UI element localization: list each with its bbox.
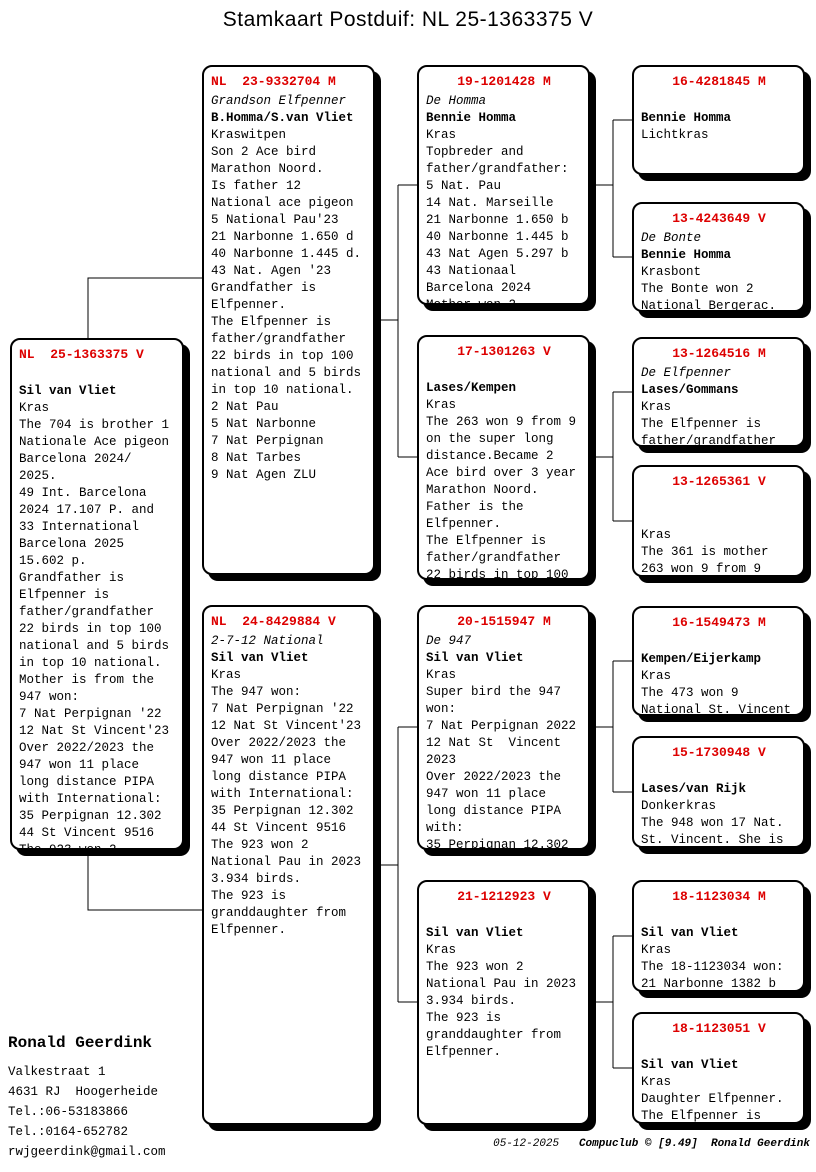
pedigree-box-dam bbox=[202, 605, 375, 1125]
pedigree-text-line: The 923 is bbox=[211, 889, 287, 903]
pedigree-text-line: Kras bbox=[426, 943, 457, 957]
ring-number: 13-1264516 M bbox=[672, 346, 766, 361]
pedigree-text-line: father/grandfather: bbox=[426, 162, 569, 176]
pedigree-text-line: The 263 won 9 from 9 bbox=[426, 415, 577, 429]
pedigree-text-line: The 923 is bbox=[426, 1011, 502, 1025]
ring-number: 21-1212923 V bbox=[457, 889, 551, 904]
pedigree-text-line: Elfpenner. bbox=[211, 923, 287, 937]
pedigree-box-sire-dam bbox=[417, 335, 590, 580]
ring-number: NL 25-1363375 V bbox=[19, 347, 144, 362]
pedigree-text-line: Kras bbox=[426, 128, 457, 142]
pedigree-text-line: The 947 won: bbox=[211, 685, 302, 699]
pedigree-text-line: Lases/Kempen bbox=[426, 381, 517, 395]
pedigree-text-line: Son 2 Ace bird bbox=[211, 145, 317, 159]
pedigree-text-line: 5 National Pau'23 bbox=[211, 213, 339, 227]
pedigree-box-dam-sire-dam bbox=[632, 736, 805, 848]
page-title: Stamkaart Postduif: NL 25-1363375 V bbox=[222, 8, 594, 31]
pedigree-text-line: 35 Perpignan 12.302 bbox=[211, 804, 354, 818]
pedigree-text-line: St. Vincent. She is bbox=[641, 833, 784, 847]
pedigree-text-line: National Pau in 2023 bbox=[426, 977, 577, 991]
pedigree-box-dam-sire bbox=[417, 605, 590, 850]
pedigree-text-line: 12 Nat St Vincent bbox=[426, 736, 562, 750]
ring-number: 18-1123034 M bbox=[672, 889, 766, 904]
pedigree-text-line: The Elfpenner is bbox=[641, 417, 762, 431]
owner-block bbox=[8, 1032, 166, 1162]
pedigree-text-line: Super bird the 947 bbox=[426, 685, 562, 699]
pedigree-text-line: 33 International bbox=[19, 520, 140, 534]
pedigree-text-line: Bennie Homma bbox=[641, 248, 732, 262]
pedigree-text-line: 35 Perpignan 12.302 bbox=[19, 809, 162, 823]
footer-gap1 bbox=[559, 1138, 579, 1150]
pedigree-text-line: National Bergerac. bbox=[641, 299, 777, 313]
pedigree-text-line: 21 Narbonne 1.650 b bbox=[426, 213, 569, 227]
pedigree-text-line: 5 Nat Narbonne bbox=[211, 417, 317, 431]
pedigree-text-line: De Homma bbox=[426, 94, 487, 108]
pedigree-text-line: The Elfpenner is bbox=[211, 315, 332, 329]
pedigree-text-line: De 947 bbox=[426, 634, 472, 648]
pedigree-text-line: Daughter Elfpenner. bbox=[641, 1092, 784, 1106]
pedigree-text-line: The 473 won 9 bbox=[641, 686, 739, 700]
pedigree-text-line: 43 Nat. Agen '23 bbox=[211, 264, 332, 278]
pedigree-text-line: father/grandfather bbox=[426, 551, 562, 565]
pedigree-text-line: The 361 is mother bbox=[641, 545, 769, 559]
pedigree-text-line: Mother won 2 bbox=[426, 298, 517, 312]
pedigree-text-line: 44 St Vincent 9516 bbox=[211, 821, 347, 835]
pedigree-text-line: The Elfpenner is bbox=[641, 1109, 762, 1123]
pedigree-text-line: Kras bbox=[641, 669, 672, 683]
owner-email: rwjgeerdink@gmail.com bbox=[8, 1145, 166, 1159]
pedigree-text-line: granddaughter from bbox=[211, 906, 347, 920]
pedigree-blank-line bbox=[641, 493, 797, 510]
pedigree-text-line: Over 2022/2023 the bbox=[211, 736, 347, 750]
pedigree-text-line: 7 Nat Perpignan bbox=[211, 434, 324, 448]
pedigree-text-line: 44 St Vincent 9516 bbox=[19, 826, 155, 840]
pedigree-text-line: National St. Vincent bbox=[641, 703, 792, 717]
pedigree-text-line: 15.602 p. bbox=[19, 554, 87, 568]
pedigree-box-subject bbox=[10, 338, 184, 857]
pedigree-blank-line bbox=[641, 764, 797, 781]
pedigree-text-line: 35 Perpignan 12.302 bbox=[426, 838, 569, 852]
pedigree-text-line: Grandfather is bbox=[211, 281, 317, 295]
pedigree-text-line: Kempen/Eijerkamp bbox=[641, 652, 762, 666]
pedigree-text-line: national and 5 birds bbox=[19, 639, 170, 653]
pedigree-text-line: Barcelona 2024/ bbox=[19, 452, 132, 466]
pedigree-text-line: 7 Nat Perpignan '22 bbox=[19, 707, 162, 721]
pedigree-box-dam-dam-dam bbox=[632, 1012, 805, 1124]
pedigree-text-line: 9 Nat Agen ZLU bbox=[211, 468, 317, 482]
pedigree-text-line: Elfpenner. bbox=[426, 1045, 502, 1059]
pedigree-text-line: The Elfpenner is bbox=[426, 534, 547, 548]
ring-number: 19-1201428 M bbox=[457, 74, 551, 89]
pedigree-text-line: The 923 won 2 bbox=[426, 960, 524, 974]
pedigree-text-line: 12 Nat St Vincent'23 bbox=[211, 719, 362, 733]
pedigree-text-line: in top 10 national. bbox=[19, 656, 162, 670]
pedigree-text-line: Sil van Vliet bbox=[641, 1058, 739, 1072]
pedigree-text-line: Kras bbox=[641, 400, 672, 414]
ring-number: 13-1265361 V bbox=[672, 474, 766, 489]
pedigree-text-line: Mother is from the bbox=[19, 673, 155, 687]
pedigree-text-line: Kras bbox=[641, 528, 672, 542]
pedigree-text-line: Kras bbox=[211, 668, 242, 682]
pedigree-text-line: 21 Narbonne 1.650 d bbox=[211, 230, 354, 244]
pedigree-text-line: Kras bbox=[426, 668, 457, 682]
pedigree-text-line: Ace bird over 3 year bbox=[426, 466, 577, 480]
pedigree-box-dam-sire-sire bbox=[632, 606, 805, 716]
pedigree-text-line: with International: bbox=[211, 787, 354, 801]
pedigree-text-line: 22 birds in top 100 bbox=[211, 349, 354, 363]
pedigree-text-line: 5 Nat. Pau bbox=[426, 179, 502, 193]
pedigree-text-line: national and 5 birds bbox=[211, 366, 362, 380]
pedigree-text-line: 2025. bbox=[19, 469, 57, 483]
pedigree-text-line: distance.Became 2 bbox=[426, 449, 554, 463]
pedigree-box-sire-dam-dam bbox=[632, 465, 805, 577]
pedigree-blank-line bbox=[426, 908, 582, 925]
pedigree-text-line: 12 Nat St Vincent'23 bbox=[19, 724, 170, 738]
pedigree-text-line: 43 Nat Agen 5.297 b bbox=[426, 247, 569, 261]
pedigree-text-line: Sil van Vliet bbox=[211, 651, 309, 665]
pedigree-text-line: 22 birds in top 100 bbox=[426, 568, 569, 582]
pedigree-text-line: 263 won 9 from 9 bbox=[641, 562, 762, 576]
owner-address-line1: Valkestraat 1 bbox=[8, 1065, 106, 1079]
pedigree-text-line: De Elfpenner bbox=[641, 366, 732, 380]
pedigree-text-line: 8 Nat Tarbes bbox=[211, 451, 302, 465]
print-date: 05-12-2025 bbox=[493, 1138, 560, 1150]
pedigree-text-line: Sil van Vliet bbox=[426, 651, 524, 665]
pedigree-box-sire bbox=[202, 65, 375, 575]
pedigree-text-line: The 923 won 2 bbox=[19, 843, 117, 857]
pedigree-text-line: 2 Nat Pau bbox=[211, 400, 279, 414]
pedigree-text-line: Over 2022/2023 the bbox=[19, 741, 155, 755]
pedigree-text-line: Over 2022/2023 the bbox=[426, 770, 562, 784]
pedigree-text-line: 2023 bbox=[426, 753, 457, 767]
pedigree-text-line: De Bonte bbox=[641, 231, 702, 245]
pedigree-text-line: in top 10 national. bbox=[211, 383, 354, 397]
pedigree-text-line: The 704 is brother 1 bbox=[19, 418, 170, 432]
pedigree-text-line: Kras bbox=[426, 398, 457, 412]
pedigree-text-line: Donkerkras bbox=[641, 799, 717, 813]
pedigree-text-line: Elfpenner is bbox=[19, 588, 110, 602]
pedigree-text-line: Grandfather is bbox=[19, 571, 125, 585]
pedigree-text-line: 22 birds in top 100 bbox=[19, 622, 162, 636]
ring-number: NL 24-8429884 V bbox=[211, 614, 336, 629]
owner-address-line2: 4631 RJ Hoogerheide bbox=[8, 1085, 159, 1099]
ring-number: NL 23-9332704 M bbox=[211, 74, 336, 89]
pedigree-text-line: Grandson Elfpenner bbox=[211, 94, 347, 108]
pedigree-blank-line bbox=[641, 1040, 797, 1057]
pedigree-box-sire-sire-sire bbox=[632, 65, 805, 175]
pedigree-text-line: 43 Nationaal bbox=[426, 264, 517, 278]
pedigree-text-line: The 923 won 2 bbox=[211, 838, 309, 852]
pedigree-text-line: Lases/van Rijk bbox=[641, 782, 747, 796]
pedigree-text-line: Barcelona 2024 bbox=[426, 281, 532, 295]
ring-number: 16-4281845 M bbox=[672, 74, 766, 89]
pedigree-box-sire-sire-dam bbox=[632, 202, 805, 312]
pedigree-text-line: Barcelona 2025 bbox=[19, 537, 125, 551]
pedigree-text-line: The 948 won 17 Nat. bbox=[641, 816, 784, 830]
pedigree-text-line: granddaughter from bbox=[426, 1028, 562, 1042]
pedigree-text-line: Kras bbox=[641, 943, 672, 957]
pedigree-blank-line bbox=[641, 93, 797, 110]
pedigree-text-line: father/grandfather bbox=[19, 605, 155, 619]
pedigree-text-line: with International: bbox=[19, 792, 162, 806]
pedigree-text-line: Elfpenner. bbox=[426, 517, 502, 531]
pedigree-text-line: Kraswitpen bbox=[211, 128, 287, 142]
pedigree-text-line: B.Homma/S.van Vliet bbox=[211, 111, 354, 125]
pedigree-text-line: Elfpenner. bbox=[211, 298, 287, 312]
pedigree-text-line: The Bonte won 2 bbox=[641, 282, 754, 296]
pedigree-text-line: Bennie Homma bbox=[426, 111, 517, 125]
pedigree-text-line: The 18-1123034 won: bbox=[641, 960, 784, 974]
owner-phone2: Tel.:0164-652782 bbox=[8, 1125, 129, 1139]
pedigree-text-line: father/grandfather bbox=[641, 434, 777, 448]
ring-number: 18-1123051 V bbox=[672, 1021, 766, 1036]
pedigree-text-line: 7 Nat Perpignan 2022 bbox=[426, 719, 577, 733]
ring-number: 17-1301263 V bbox=[457, 344, 551, 359]
print-program: Compuclub © [9.49] bbox=[578, 1138, 698, 1150]
pedigree-text-line: Lases/Gommans bbox=[641, 383, 739, 397]
pedigree-text-line: with: bbox=[426, 821, 464, 835]
print-footer bbox=[493, 1138, 810, 1150]
pedigree-text-line: Bennie Homma bbox=[641, 111, 732, 125]
pedigree-blank-line bbox=[641, 908, 797, 925]
pedigree-text-line: 21 Narbonne 1382 b bbox=[641, 977, 777, 991]
pedigree-text-line: Krasbont bbox=[641, 265, 702, 279]
pedigree-text-line: Kras bbox=[19, 401, 50, 415]
pedigree-text-line: Sil van Vliet bbox=[641, 926, 739, 940]
pedigree-text-line: 2024 17.107 P. and bbox=[19, 503, 155, 517]
pedigree-text-line: 2-7-12 National bbox=[211, 634, 324, 648]
pedigree-text-line: Nationale Ace pigeon bbox=[19, 435, 170, 449]
pedigree-text-line: National ace pigeon bbox=[211, 196, 354, 210]
pedigree-text-line: 947 won 11 place bbox=[211, 753, 332, 767]
owner-phone1: Tel.:06-53183866 bbox=[8, 1105, 129, 1119]
ring-number: 16-1549473 M bbox=[672, 615, 766, 630]
pedigree-text-line: 14 Nat. Marseille bbox=[426, 196, 554, 210]
pedigree-box-sire-dam-sire bbox=[632, 337, 805, 447]
pedigree-text-line: Kras bbox=[641, 1075, 672, 1089]
pedigree-text-line: 40 Narbonne 1.445 d. bbox=[211, 247, 362, 261]
pedigree-blank-line bbox=[426, 363, 582, 380]
pedigree-blank-line bbox=[641, 510, 797, 527]
ring-number: 13-4243649 V bbox=[672, 211, 766, 226]
pedigree-text-line: National Pau in 2023 bbox=[211, 855, 362, 869]
pedigree-text-line: Sil van Vliet bbox=[19, 384, 117, 398]
pedigree-box-sire-sire bbox=[417, 65, 590, 312]
pedigree-text-line: 947 won: bbox=[19, 690, 80, 704]
ring-number: 15-1730948 V bbox=[672, 745, 766, 760]
pedigree-text-line: long distance PIPA bbox=[426, 804, 562, 818]
pedigree-text-line: Father is the bbox=[426, 500, 524, 514]
pedigree-text-line: father/grandfather bbox=[211, 332, 347, 346]
pedigree-text-line: 3.934 birds. bbox=[426, 994, 517, 1008]
pedigree-blank-line bbox=[641, 634, 797, 651]
pedigree-text-line: 947 won 11 place bbox=[426, 787, 547, 801]
pedigree-text-line: 40 Narbonne 1.445 b bbox=[426, 230, 569, 244]
pedigree-text-line: Sil van Vliet bbox=[426, 926, 524, 940]
pedigree-text-line: Marathon Noord. bbox=[211, 162, 324, 176]
pedigree-text-line: Topbreder and bbox=[426, 145, 524, 159]
footer-gap2 bbox=[698, 1138, 711, 1150]
pedigree-text-line: long distance PIPA bbox=[19, 775, 155, 789]
pedigree-box-dam-dam bbox=[417, 880, 590, 1125]
pedigree-text-line: Marathon Noord. bbox=[426, 483, 539, 497]
print-author: Ronald Geerdink bbox=[710, 1138, 810, 1150]
pedigree-text-line: Is father 12 bbox=[211, 179, 302, 193]
pedigree-box-dam-dam-sire bbox=[632, 880, 805, 992]
pedigree-text-line: 947 won 11 place bbox=[19, 758, 140, 772]
ring-number: 20-1515947 M bbox=[457, 614, 551, 629]
pedigree-text-line: 3.934 birds. bbox=[211, 872, 302, 886]
pedigree-blank-line bbox=[19, 366, 176, 383]
pedigree-text-line: on the super long bbox=[426, 432, 554, 446]
pedigree-text-line: long distance PIPA bbox=[211, 770, 347, 784]
pedigree-text-line: 49 Int. Barcelona bbox=[19, 486, 147, 500]
pedigree-text-line: 7 Nat Perpignan '22 bbox=[211, 702, 354, 716]
owner-name: Ronald Geerdink bbox=[8, 1034, 153, 1052]
pedigree-text-line: won: bbox=[426, 702, 457, 716]
pedigree-text-line: Lichtkras bbox=[641, 128, 709, 142]
